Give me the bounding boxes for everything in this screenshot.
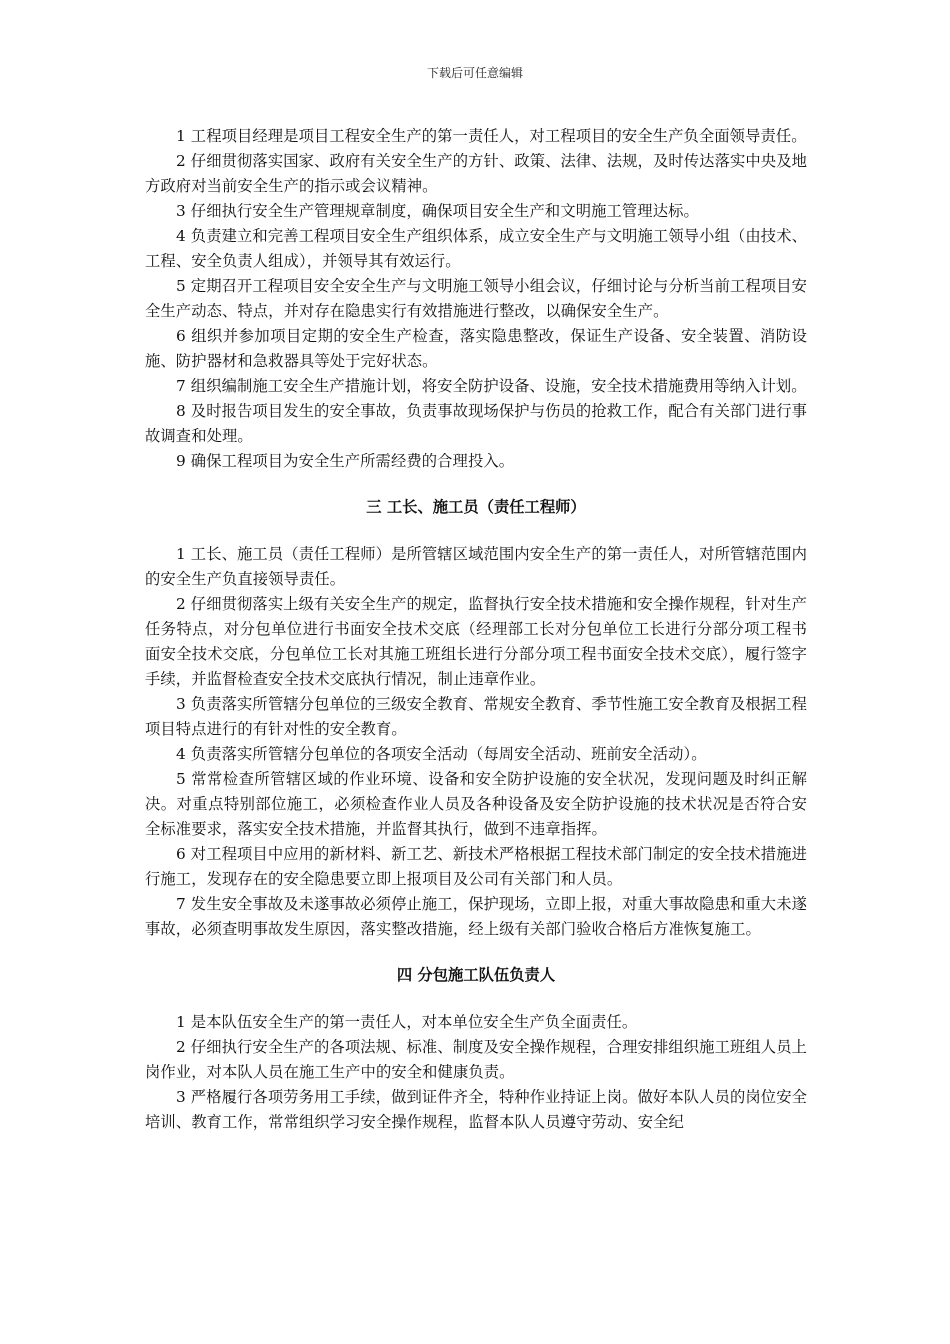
section3-item-3: 3 负责落实所管辖分包单位的三级安全教育、常规安全教育、季节性施工安全教育及根据工程项目特点进行的有针对性的安全教育。 — [145, 695, 807, 738]
section4-item-2: 2 仔细执行安全生产的各项法规、标准、制度及安全操作规程，合理安排组织施工班组人员上岗作业，对本队人员在施工生产中的安全和健康负责。 — [145, 1038, 807, 1081]
section2-item-8: 8 及时报告项目发生的安全事故，负责事故现场保护与伤员的抢救工作，配合有关部门进行事故调查和处理。 — [145, 402, 807, 445]
section3-item-7: 7 发生安全事故及未遂事故必须停止施工，保护现场，立即上报，对重大事故隐患和重大未遂事故，必须查明事故发生原因，落实整改措施，经上级有关部门验收合格后方准恢复施工。 — [145, 895, 807, 938]
section3-item-6: 6 对工程项目中应用的新材料、新工艺、新技术严格根据工程技术部门制定的安全技术措施进行施工，发现存在的安全隐患要立即上报项目及公司有关部门和人员。 — [145, 845, 807, 888]
section2-item-7: 7 组织编制施工安全生产措施计划，将安全防护设备、设施，安全技术措施费用等纳入计划。 — [176, 377, 807, 395]
section3-item-1: 1 工长、施工员（责任工程师）是所管辖区域范围内安全生产的第一责任人，对所管辖范围内的安全生产负直接领导责任。 — [145, 545, 807, 588]
section2-item-6: 6 组织并参加项目定期的安全生产检查，落实隐患整改，保证生产设备、安全装置、消防设施、防护器材和急救器具等处于完好状态。 — [145, 327, 807, 370]
section2-item-1: 1 工程项目经理是项目工程安全生产的第一责任人，对工程项目的安全生产负全面领导责任。 — [176, 127, 807, 145]
section3-item-5: 5 常常检查所管辖区域的作业环境、设备和安全防护设施的安全状况，发现问题及时纠正解决。对重点特别部位施工，必须检查作业人员及各种设备及安全防护设施的技术状况是否符合安全标准要求，落实安全技术措施，并监督其执行，做到不违章指挥。 — [145, 770, 807, 838]
section2-item-2: 2 仔细贯彻落实国家、政府有关安全生产的方针、政策、法律、法规，及时传达落实中央及地方政府对当前安全生产的指示或会议精神。 — [145, 152, 807, 195]
section4-item-1: 1 是本队伍安全生产的第一责任人，对本单位安全生产负全面责任。 — [176, 1013, 638, 1031]
section3-item-2: 2 仔细贯彻落实上级有关安全生产的规定，监督执行安全技术措施和安全操作规程，针对生产任务特点，对分包单位进行书面安全技术交底（经理部工长对分包单位工长进行分部分项工程书面安全技术交底，分包单位工长对其施工班组长进行分部分项工程书面安全技术交底），履行签字手续，并监督检查安全技术交底执行情况，制止违章作业。 — [145, 595, 807, 688]
section2-item-4: 4 负责建立和完善工程项目安全生产组织体系，成立安全生产与文明施工领导小组（由技术、工程、安全负责人组成），并领导其有效运行。 — [145, 227, 807, 270]
section4-item-3: 3 严格履行各项劳务用工手续，做到证件齐全，特种作业持证上岗。做好本队人员的岗位安全培训、教育工作，常常组织学习安全操作规程，监督本队人员遵守劳动、安全纪 — [145, 1088, 807, 1131]
section2-item-5: 5 定期召开工程项目安全安全生产与文明施工领导小组会议，仔细讨论与分析当前工程项目安全生产动态、特点，并对存在隐患实行有效措施进行整改，以确保安全生产。 — [145, 277, 807, 320]
section2-item-3: 3 仔细执行安全生产管理规章制度，确保项目安全生产和文明施工管理达标。 — [176, 202, 699, 220]
section2-item-9: 9 确保工程项目为安全生产所需经费的合理投入。 — [176, 452, 515, 470]
section3-heading: 三 工长、施工员（责任工程师） — [366, 498, 586, 516]
section4-heading: 四 分包施工队伍负责人 — [396, 966, 556, 984]
page-header-note: 下载后可任意编辑 — [426, 66, 523, 80]
document-body — [145, 124, 807, 1135]
section3-item-4: 4 负责落实所管辖分包单位的各项安全活动（每周安全活动、班前安全活动）。 — [176, 745, 707, 763]
